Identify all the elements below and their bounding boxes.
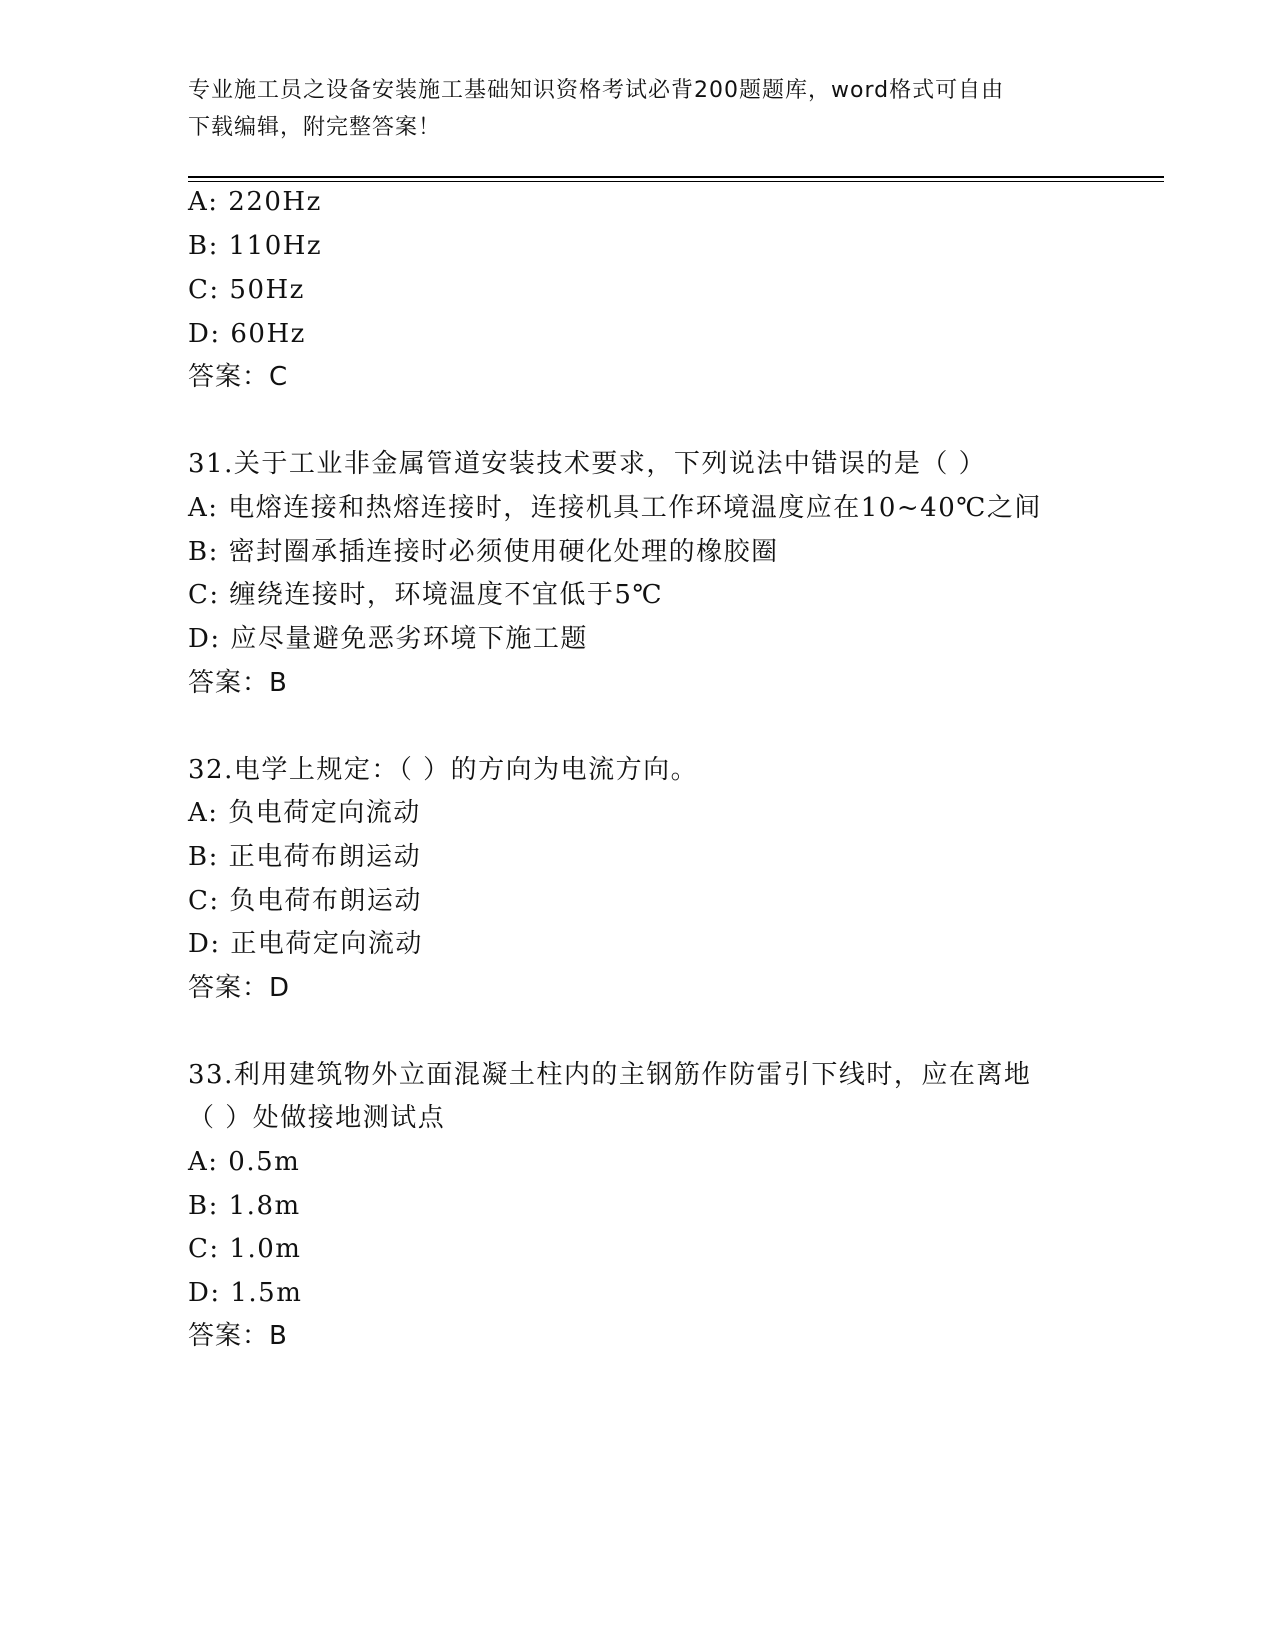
q30-option-a: A: 220Hz bbox=[188, 187, 322, 217]
q33-option-b: B: 1.8m bbox=[188, 1191, 301, 1221]
q31-answer: 答案：B bbox=[188, 668, 288, 698]
q32-option-d: D: 正电荷定向流动 bbox=[188, 929, 423, 959]
q32-option-c: C: 负电荷布朗运动 bbox=[188, 886, 422, 916]
q30-answer: 答案：C bbox=[188, 362, 289, 392]
q30-option-c: C: 50Hz bbox=[188, 275, 305, 305]
q31-option-b: B: 密封圈承插连接时必须使用硬化处理的橡胶圈 bbox=[188, 537, 779, 567]
header-line-1: 专业施工员之设备安装施工基础知识资格考试必背200题题库，word格式可自由 bbox=[188, 78, 1005, 103]
q32-answer: 答案：D bbox=[188, 973, 291, 1003]
q31-stem: 31.关于工业非金属管道安装技术要求，下列说法中错误的是（ ） bbox=[188, 449, 987, 479]
q33-stem-line-1: 33.利用建筑物外立面混凝土柱内的主钢筋作防雷引下线时，应在离地 bbox=[188, 1060, 1032, 1090]
document-header bbox=[188, 72, 1088, 146]
q30-option-d: D: 60Hz bbox=[188, 319, 306, 349]
header-line-2: 下载编辑，附完整答案！ bbox=[188, 115, 442, 140]
q33-option-a: A: 0.5m bbox=[188, 1147, 301, 1177]
q33-answer: 答案：B bbox=[188, 1321, 288, 1351]
q31-option-a: A: 电熔连接和热熔连接时，连接机具工作环境温度应在10~40℃之间 bbox=[188, 493, 1042, 523]
q32-option-b: B: 正电荷布朗运动 bbox=[188, 842, 422, 872]
q30-option-b: B: 110Hz bbox=[188, 231, 323, 261]
q32-option-a: A: 负电荷定向流动 bbox=[188, 798, 421, 828]
q31-option-d: D: 应尽量避免恶劣环境下施工题 bbox=[188, 624, 588, 654]
q32-stem: 32.电学上规定：（ ）的方向为电流方向。 bbox=[188, 755, 699, 785]
q33-option-d: D: 1.5m bbox=[188, 1278, 303, 1308]
q31-option-c: C: 缠绕连接时，环境温度不宜低于5℃ bbox=[188, 580, 664, 610]
q33-stem-line-2: （ ）处做接地测试点 bbox=[188, 1103, 446, 1133]
q33-option-c: C: 1.0m bbox=[188, 1234, 302, 1264]
header-divider bbox=[188, 176, 1164, 182]
